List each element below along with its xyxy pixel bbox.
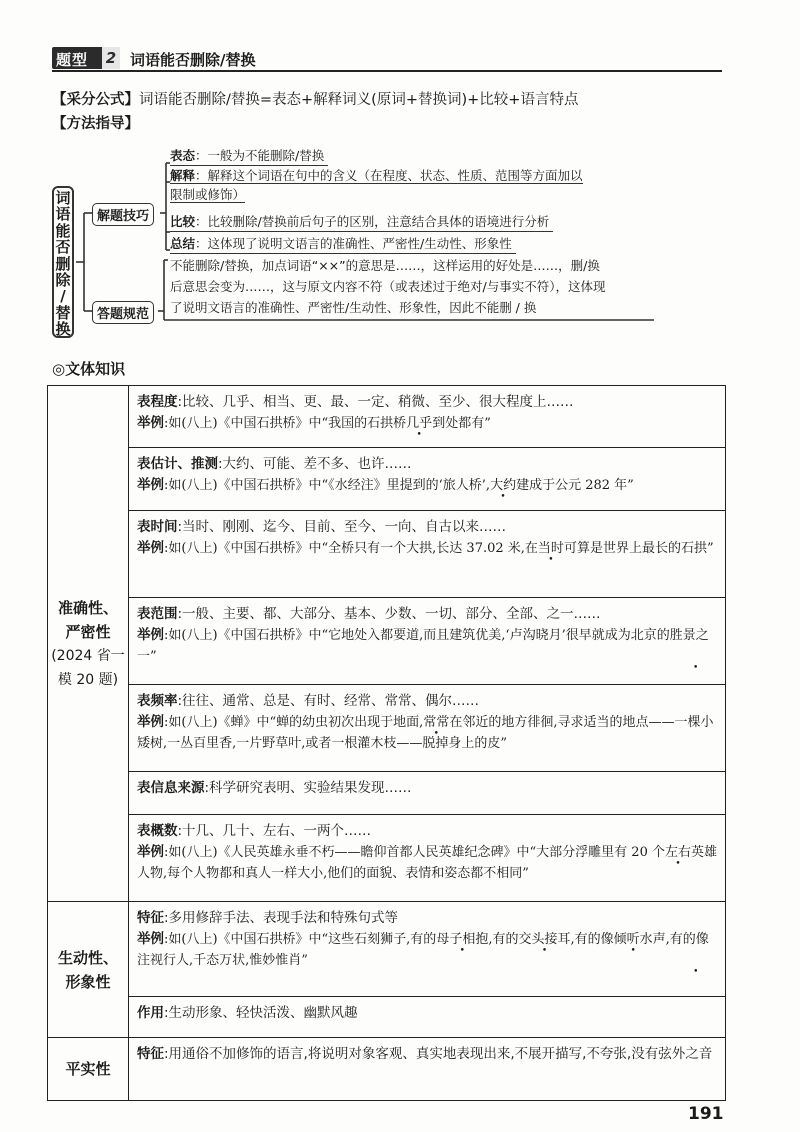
category-vivid-line2: 形象性 xyxy=(65,972,111,991)
tree-root-char: 否 xyxy=(55,238,71,257)
row-estimate xyxy=(129,448,726,511)
example-label: 举例 xyxy=(137,931,164,947)
example-label: 举例 xyxy=(137,477,164,493)
example-label: 举例 xyxy=(137,714,164,730)
example-vivid-dotted-2: 交头接耳 xyxy=(518,932,571,947)
example-vivid-dotted-3: 像倾听水声 • xyxy=(601,932,666,947)
example-approx-post: 英雄人物,每个人物都和真人一样大小,他们的面貌、表情和姿态都不相同” xyxy=(137,845,718,881)
tip-compare xyxy=(170,212,553,232)
example-scope-pre: :如(八上)《中国石拱桥》中“它地处入都要道,而且建筑优美,‘卢沟晓月’很早就成为北京的胜景 xyxy=(164,628,696,643)
category-accuracy-note2: 模 20 题) xyxy=(57,671,119,688)
table-row xyxy=(48,772,726,815)
table-row xyxy=(48,598,726,685)
spec-line-3: 了说明文语言的准确性、严密性/生动性、形象性，因此不能删 / 换 xyxy=(170,300,537,315)
row-degree xyxy=(129,386,726,448)
row-plain-feature-label: 特征 xyxy=(137,1046,164,1062)
row-approx xyxy=(129,815,726,902)
tree-root-box xyxy=(52,186,74,338)
section-title: 词语能否删除/替换 xyxy=(130,51,256,69)
tip-stance-label: 表态 xyxy=(170,148,196,163)
row-time-text: :当时、刚刚、迄今、目前、至今、一向、自古以来…… xyxy=(177,519,507,535)
table-row xyxy=(48,815,726,902)
row-source-label: 表信息来源 xyxy=(137,780,205,796)
example-label: 举例 xyxy=(137,415,164,431)
table-row xyxy=(48,1038,726,1101)
row-estimate-text: :大约、可能、差不多、也许…… xyxy=(218,456,412,472)
table-row xyxy=(48,997,726,1038)
example-scope-post: ” xyxy=(150,649,157,664)
row-scope-label: 表范围 xyxy=(137,606,178,622)
example-scope-dotted: 之一 xyxy=(137,628,709,664)
tree-root-char: / xyxy=(60,287,66,306)
row-scope-text: :一般、主要、都、大部分、基本、少数、一切、部分、全部、之一…… xyxy=(177,606,601,622)
example-frequency-dotted: 常常 xyxy=(423,715,450,730)
topic-badge-number: 2 xyxy=(102,47,120,69)
row-degree-label: 表程度 xyxy=(137,394,178,410)
example-label: 举例 xyxy=(137,540,164,556)
example-degree-dotted: 几乎 xyxy=(406,416,433,431)
tip-compare-label: 比较 xyxy=(170,214,196,229)
spec-line-2: 后意思会变为……，这与原文内容不符（或表述过于绝对/与事实不符），这体现 xyxy=(170,279,606,294)
row-time xyxy=(129,511,726,598)
example-vivid-dotted-1: 母子相抱 xyxy=(436,932,489,947)
tree-root-char: 除 xyxy=(55,271,71,290)
category-plain-line1: 平实性 xyxy=(65,1060,111,1078)
example-vivid-dotted-4: 像注视行人 • xyxy=(137,932,709,968)
row-source xyxy=(129,772,726,815)
tip-stance xyxy=(170,146,328,166)
category-vivid xyxy=(48,902,129,1038)
category-plain xyxy=(48,1038,129,1101)
table-row xyxy=(48,902,726,997)
example-vivid-mid-3: ,有的 xyxy=(665,932,696,947)
tip-explain-label: 解释 xyxy=(170,168,196,183)
category-accuracy-line2: 严密性 xyxy=(65,622,111,641)
formula-label: 【采分公式】 xyxy=(52,92,139,108)
row-scope xyxy=(129,598,726,685)
table-row xyxy=(48,685,726,772)
table-row xyxy=(48,386,726,448)
tree-root-char: 删 xyxy=(55,254,71,273)
table-row xyxy=(48,448,726,511)
table-row xyxy=(48,511,726,598)
category-vivid-line1: 生动性、 xyxy=(57,948,118,967)
tip-summary-label: 总结 xyxy=(170,236,196,251)
row-approx-text: :十几、几十、左右、一两个…… xyxy=(177,823,372,839)
tip-summary-text: ：这体现了说明文语言的准确性、严密性/生动性、形象性 xyxy=(195,236,512,251)
row-frequency xyxy=(129,685,726,772)
example-approx-dotted: 左右 xyxy=(664,845,691,860)
tips-label-box: 解题技巧 xyxy=(92,203,154,226)
example-estimate-post: 建成于公元 282 年” xyxy=(516,478,634,493)
example-estimate-dotted: 大约 xyxy=(490,478,517,493)
example-label: 举例 xyxy=(137,627,164,643)
example-approx-pre: :如(八上)《人民英雄永垂不朽——瞻仰首都人民英雄纪念碑》中“大部分浮雕里有 20 个 xyxy=(164,845,665,860)
spec-line-1: 不能删除/替换，加点词语“××”的意思是……，这样运用的好处是……，删/换 xyxy=(170,258,600,273)
category-accuracy-line1: 准确性、 xyxy=(57,598,118,617)
example-vivid-mid-1: ,有的 xyxy=(488,932,519,947)
method-label: 【方法指导】 xyxy=(52,116,139,132)
example-estimate-pre: :如(八上)《中国石拱桥》中“《水经注》里提到的‘旅人桥’, xyxy=(164,478,491,493)
spec-label-box: 答题规范 xyxy=(92,301,154,324)
tree-root-char: 词 xyxy=(55,189,71,207)
example-degree-post: 到处都有” xyxy=(432,416,491,431)
tree-root-char: 换 xyxy=(55,320,71,339)
formula-text: 词语能否删除/替换=表态+解释词义(原词+替换词)+比较+语言特点 xyxy=(139,92,579,108)
tip-explain xyxy=(170,166,590,204)
example-time-pre: :如(八上)《中国石拱桥》中“全桥只有一个大拱,长达 37.02 米,在 xyxy=(164,541,538,556)
tip-stance-text: ：一般为不能删除/替换 xyxy=(195,148,325,163)
tip-summary xyxy=(170,234,516,254)
tree-root-char: 替 xyxy=(55,303,71,322)
row-degree-text: :比较、几乎、相当、更、最、一定、稍微、至少、很大程度上…… xyxy=(177,394,574,410)
tree-root-char: 能 xyxy=(55,221,71,240)
row-approx-label: 表概数 xyxy=(137,823,178,839)
example-vivid-mid-2: ,有的 xyxy=(570,932,601,947)
example-label: 举例 xyxy=(137,844,164,860)
row-vivid-feature-label: 特征 xyxy=(137,910,164,926)
row-vivid-effect-label: 作用 xyxy=(137,1005,164,1021)
row-plain-feature xyxy=(129,1038,726,1101)
example-time-dotted: 当时 xyxy=(537,541,564,556)
topic-badge-label: 题型 xyxy=(56,51,89,69)
example-vivid-post: ,千态万状,惟妙惟肖” xyxy=(189,953,308,968)
knowledge-title: ◎文体知识 xyxy=(52,360,126,378)
row-vivid-effect-text: :生动形象、轻快活泼、幽默风趣 xyxy=(164,1005,358,1021)
tip-compare-text: ：比较删除/替换前后句子的区别，注意结合具体的语境进行分析 xyxy=(195,214,550,229)
tip-explain-text: ：解释这个词语在句中的含义（在程度、状态、性质、范围等方面加以限制或修饰） xyxy=(170,168,583,202)
category-accuracy-note1: (2024 省一 xyxy=(51,647,125,664)
row-vivid-feature xyxy=(129,902,726,997)
page-number: 191 xyxy=(688,1104,724,1124)
row-frequency-text: :往往、通常、总是、有时、经常、常常、偶尔…… xyxy=(177,693,480,709)
example-vivid-pre: :如(八上)《中国石拱桥》中“这些石刻狮子,有的 xyxy=(164,932,437,947)
row-frequency-label: 表频率 xyxy=(137,693,178,709)
example-frequency-post: 在邻近的地方徘徊,寻求适当的地点——一棵小矮树,一丛百里香,一片野草叶,或者一根灌木枝——脱掉身上的皮” xyxy=(137,715,714,751)
example-time-post: 可算是世界上最长的石拱” xyxy=(563,541,714,556)
tree-root-char: 语 xyxy=(55,205,71,224)
example-frequency-pre: :如(八上)《蝉》中“蝉的幼虫初次出现于地面, xyxy=(164,715,424,730)
row-source-text: :科学研究表明、实验结果发现…… xyxy=(204,780,412,796)
knowledge-table xyxy=(47,385,726,1101)
row-vivid-feature-text: :多用修辞手法、表现手法和特殊句式等 xyxy=(164,910,399,926)
example-degree-pre: :如(八上)《中国石拱桥》中“我国的石拱桥 xyxy=(164,416,407,431)
category-accuracy xyxy=(48,386,129,902)
row-time-label: 表时间 xyxy=(137,519,178,535)
row-plain-feature-text: :用通俗不加修饰的语言,将说明对象客观、真实地表现出来,不展开描写,不夸张,没有弦外之音 xyxy=(164,1046,713,1062)
row-vivid-effect xyxy=(129,997,726,1038)
row-estimate-label: 表估计、推测 xyxy=(137,456,218,472)
